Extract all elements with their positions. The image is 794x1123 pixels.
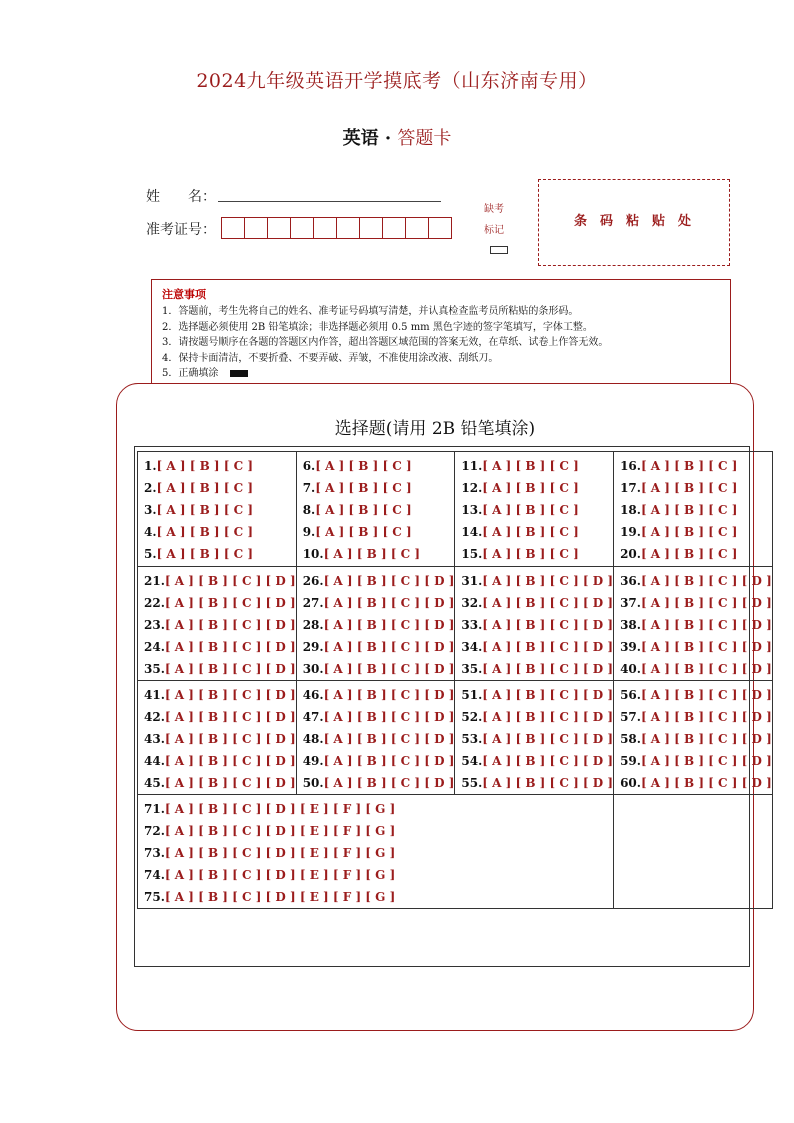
exam-id-digit-box[interactable] <box>267 217 291 239</box>
answer-block <box>138 681 297 795</box>
question-row[interactable] <box>303 521 455 543</box>
answer-options[interactable]: [ A ] [ B ] [ C ] <box>156 547 254 561</box>
question-number: 14. <box>461 525 483 539</box>
question-row[interactable] <box>144 706 296 728</box>
question-number: 32. <box>461 596 483 610</box>
question-number: 34. <box>461 640 483 654</box>
notes-item-text: 5．正确填涂 <box>162 368 219 379</box>
exam-id-digit-box[interactable] <box>313 217 337 239</box>
question-number: 12. <box>461 481 483 495</box>
question-number: 75. <box>144 890 165 904</box>
question-number: 59. <box>620 754 641 768</box>
answer-options[interactable]: [ A ] [ B ] [ C ] [ D ] <box>164 640 296 654</box>
answer-block-row <box>138 681 773 795</box>
question-number: 28. <box>302 618 324 632</box>
question-number: 9. <box>302 525 316 539</box>
question-row[interactable] <box>461 684 613 706</box>
answer-options[interactable]: [ A ] [ B ] [ C ] [ D ] <box>323 688 455 702</box>
question-number: 55. <box>461 776 483 790</box>
card-subtitle <box>0 124 794 150</box>
answer-options[interactable]: [ A ] [ B ] [ C ] [ D ] <box>323 596 455 610</box>
answer-options[interactable]: [ A ] [ B ] [ C ] <box>482 547 579 561</box>
question-row[interactable] <box>461 521 613 543</box>
question-row[interactable] <box>144 543 296 565</box>
question-row[interactable] <box>303 592 455 614</box>
exam-id-label: 准考证号： <box>146 222 216 238</box>
exam-id-boxes[interactable] <box>221 217 451 239</box>
answer-options[interactable]: [ A ] [ B ] [ C ] [ D ] <box>640 776 772 790</box>
answer-options[interactable]: [ A ] [ B ] [ C ] <box>640 525 738 539</box>
answer-options[interactable]: [ A ] [ B ] [ C ] [ D ] <box>640 596 772 610</box>
answer-block <box>296 567 455 681</box>
question-row[interactable] <box>303 706 455 728</box>
question-row[interactable] <box>303 499 455 521</box>
question-number: 53. <box>461 732 483 746</box>
notes-item: 3．请按题号顺序在各题的答题区内作答，超出答题区域范围的答案无效，在草纸、试卷上作答无效。 <box>162 337 609 348</box>
question-number: 42. <box>144 710 165 724</box>
answer-options[interactable]: [ A ] [ B ] [ C ] [ D ] <box>323 754 455 768</box>
answer-options[interactable]: [ A ] [ B ] [ C ] [ D ] <box>164 662 296 676</box>
answer-options[interactable]: [ A ] [ B ] [ C ] <box>482 525 579 539</box>
answer-options[interactable]: [ A ] [ B ] [ C ] [ D ] <box>640 754 772 768</box>
question-row[interactable] <box>461 728 613 750</box>
question-row[interactable] <box>144 820 613 842</box>
answer-options[interactable]: [ A ] [ B ] [ C ] [ D ] <box>164 618 296 632</box>
question-number: 43. <box>144 732 165 746</box>
answer-options[interactable]: [ A ] [ B ] [ C ] <box>482 459 579 473</box>
question-row[interactable] <box>620 750 772 772</box>
exam-id-digit-box[interactable] <box>359 217 383 239</box>
answer-options[interactable]: [ A ] [ B ] [ C ] [ D ] [ E ] [ F ] [ G ] <box>164 802 396 816</box>
answer-block <box>614 452 773 567</box>
question-row[interactable] <box>461 592 613 614</box>
answer-options[interactable]: [ A ] [ B ] [ C ] [ D ] [ E ] [ F ] [ G ] <box>164 868 396 882</box>
question-row[interactable] <box>303 477 455 499</box>
absent-mark-box[interactable] <box>490 246 508 254</box>
question-row[interactable] <box>461 455 613 477</box>
question-number: 8. <box>302 503 316 517</box>
notes-heading: 注意事项 <box>162 288 206 301</box>
question-number: 49. <box>302 754 324 768</box>
question-number: 22. <box>144 596 165 610</box>
question-row[interactable] <box>620 684 772 706</box>
answer-options[interactable]: [ A ] [ B ] [ C ] [ D ] <box>482 776 614 790</box>
question-row[interactable] <box>620 477 772 499</box>
question-number: 13. <box>461 503 483 517</box>
answer-options[interactable]: [ A ] [ B ] [ C ] <box>640 459 738 473</box>
page-title: 2024九年级英语开学摸底考（山东济南专用） <box>196 70 598 92</box>
answer-options[interactable]: [ A ] [ B ] [ C ] [ D ] <box>323 574 455 588</box>
subject-label: 英语 <box>342 128 379 149</box>
question-row[interactable] <box>620 521 772 543</box>
exam-id-digit-box[interactable] <box>382 217 406 239</box>
answer-options[interactable]: [ A ] [ B ] [ C ] [ D ] [ E ] [ F ] [ G ] <box>164 890 396 904</box>
subtitle-separator: · <box>378 128 398 149</box>
exam-id-digit-box[interactable] <box>221 217 245 239</box>
answer-block <box>138 452 297 567</box>
answer-options[interactable]: [ A ] [ B ] [ C ] [ D ] <box>640 732 772 746</box>
answer-options[interactable]: [ A ] [ B ] [ C ] [ D ] <box>164 754 296 768</box>
question-row[interactable] <box>303 684 455 706</box>
question-number: 56. <box>620 688 641 702</box>
question-number: 35. <box>144 662 165 676</box>
question-row[interactable] <box>620 592 772 614</box>
answer-block-row <box>138 567 773 681</box>
question-number: 45. <box>144 776 165 790</box>
question-number: 29. <box>302 640 324 654</box>
question-row[interactable] <box>461 570 613 592</box>
question-number: 6. <box>302 459 316 473</box>
answer-options[interactable]: [ A ] [ B ] [ C ] [ D ] <box>164 710 296 724</box>
question-row[interactable] <box>144 499 296 521</box>
question-row[interactable] <box>461 750 613 772</box>
question-row[interactable] <box>620 772 772 794</box>
answer-options[interactable]: [ A ] [ B ] [ C ] [ D ] <box>164 732 296 746</box>
exam-id-digit-box[interactable] <box>336 217 360 239</box>
question-number: 57. <box>620 710 641 724</box>
question-row[interactable] <box>620 570 772 592</box>
answer-block <box>455 681 614 795</box>
answer-options[interactable]: [ A ] [ B ] [ C ] [ D ] <box>482 732 614 746</box>
question-row[interactable] <box>620 636 772 658</box>
question-number: 27. <box>302 596 324 610</box>
answer-block <box>614 567 773 681</box>
question-row[interactable] <box>620 728 772 750</box>
question-number: 72. <box>144 824 165 838</box>
question-row[interactable] <box>303 658 455 680</box>
question-row[interactable] <box>303 455 455 477</box>
question-row[interactable] <box>620 499 772 521</box>
notes-item: 2．选择题必须使用 2B 铅笔填涂；非选择题必须用 0.5 mm 黑色字迹的签字笔填写，字体工整。 <box>162 321 593 333</box>
question-number: 35. <box>461 662 483 676</box>
question-row[interactable] <box>144 750 296 772</box>
question-number: 4. <box>144 525 157 539</box>
answer-options[interactable]: [ A ] [ B ] [ C ] <box>482 481 579 495</box>
question-number: 20. <box>620 547 641 561</box>
question-row[interactable] <box>303 772 455 794</box>
question-row[interactable] <box>461 772 613 794</box>
answer-options[interactable]: [ A ] [ B ] [ C ] [ D ] <box>323 776 455 790</box>
answer-options[interactable]: [ A ] [ B ] [ C ] <box>640 481 738 495</box>
question-row[interactable] <box>461 636 613 658</box>
question-row[interactable] <box>144 684 296 706</box>
question-number: 40. <box>620 662 641 676</box>
question-row[interactable] <box>144 864 613 886</box>
question-row[interactable] <box>620 658 772 680</box>
answer-options[interactable]: [ A ] [ B ] [ C ] [ D ] <box>323 732 455 746</box>
answer-options[interactable]: [ A ] [ B ] [ C ] [ D ] <box>640 662 772 676</box>
question-number: 1. <box>144 459 157 473</box>
name-label: 姓 名： <box>146 189 216 205</box>
question-row[interactable] <box>303 614 455 636</box>
question-row[interactable] <box>144 614 296 636</box>
answer-options[interactable]: [ A ] [ B ] [ C ] <box>315 481 412 495</box>
question-number: 74. <box>144 868 165 882</box>
question-number: 26. <box>302 574 324 588</box>
question-row[interactable] <box>620 543 772 565</box>
answer-options[interactable]: [ A ] [ B ] [ C ] <box>323 547 421 561</box>
answer-options[interactable]: [ A ] [ B ] [ C ] [ D ] <box>640 618 772 632</box>
answer-options[interactable]: [ A ] [ B ] [ C ] [ D ] <box>482 754 614 768</box>
question-row[interactable] <box>144 728 296 750</box>
barcode-label: 条码粘贴处 <box>573 214 704 229</box>
answer-block-empty <box>614 795 773 909</box>
answer-block <box>138 567 297 681</box>
answer-options[interactable]: [ A ] [ B ] [ C ] [ D ] <box>323 618 455 632</box>
question-number: 36. <box>620 574 641 588</box>
question-row[interactable] <box>144 570 296 592</box>
question-row[interactable] <box>303 728 455 750</box>
answer-options[interactable]: [ A ] [ B ] [ C ] [ D ] <box>482 574 614 588</box>
answer-options[interactable]: [ A ] [ B ] [ C ] <box>156 503 254 517</box>
question-row[interactable] <box>144 842 613 864</box>
answer-options[interactable]: [ A ] [ B ] [ C ] <box>156 481 254 495</box>
notes-panel <box>151 279 731 386</box>
answer-options[interactable]: [ A ] [ B ] [ C ] [ D ] <box>164 596 296 610</box>
question-number: 18. <box>620 503 641 517</box>
question-row[interactable] <box>461 477 613 499</box>
question-number: 24. <box>144 640 165 654</box>
question-number: 58. <box>620 732 641 746</box>
question-row[interactable] <box>144 592 296 614</box>
question-row[interactable] <box>144 798 613 820</box>
question-row[interactable] <box>620 706 772 728</box>
question-number: 16. <box>620 459 641 473</box>
exam-id-digit-box[interactable] <box>405 217 429 239</box>
answer-options[interactable]: [ A ] [ B ] [ C ] <box>315 525 412 539</box>
question-number: 15. <box>461 547 483 561</box>
question-number: 51. <box>461 688 483 702</box>
question-row[interactable] <box>620 614 772 636</box>
question-number: 21. <box>144 574 165 588</box>
exam-id-digit-box[interactable] <box>428 217 452 239</box>
question-number: 37. <box>620 596 641 610</box>
answer-options[interactable]: [ A ] [ B ] [ C ] [ D ] <box>482 618 614 632</box>
question-row[interactable] <box>461 499 613 521</box>
question-number: 31. <box>461 574 483 588</box>
absent-label-line1: 缺考 <box>484 204 504 215</box>
answer-options[interactable]: [ A ] [ B ] [ C ] [ D ] <box>323 640 455 654</box>
answer-block <box>614 681 773 795</box>
question-row[interactable] <box>461 614 613 636</box>
answer-options[interactable]: [ A ] [ B ] [ C ] [ D ] <box>482 688 614 702</box>
question-row[interactable] <box>144 477 296 499</box>
question-number: 33. <box>461 618 483 632</box>
answer-options[interactable]: [ A ] [ B ] [ C ] <box>156 459 254 473</box>
answer-options[interactable]: [ A ] [ B ] [ C ] [ D ] <box>640 710 772 724</box>
question-number: 54. <box>461 754 483 768</box>
question-number: 5. <box>144 547 157 561</box>
question-row[interactable] <box>144 521 296 543</box>
question-number: 46. <box>302 688 324 702</box>
question-row[interactable] <box>303 570 455 592</box>
question-row[interactable] <box>144 886 613 908</box>
answer-grid <box>137 451 773 909</box>
notes-item-correct-fill <box>162 366 720 382</box>
answer-options[interactable]: [ A ] [ B ] [ C ] [ D ] <box>323 662 455 676</box>
answer-block-row <box>138 452 773 567</box>
answer-options[interactable]: [ A ] [ B ] [ C ] [ D ] <box>164 574 296 588</box>
exam-id-digit-box[interactable] <box>290 217 314 239</box>
question-number: 2. <box>144 481 157 495</box>
question-row[interactable] <box>303 636 455 658</box>
question-row[interactable] <box>144 772 296 794</box>
answer-options[interactable]: [ A ] [ B ] [ C ] [ D ] <box>640 574 772 588</box>
question-row[interactable] <box>461 658 613 680</box>
question-number: 60. <box>620 776 641 790</box>
answer-options[interactable]: [ A ] [ B ] [ C ] <box>640 547 738 561</box>
question-number: 44. <box>144 754 165 768</box>
question-number: 7. <box>302 481 316 495</box>
answer-block-row <box>138 795 773 909</box>
question-number: 47. <box>302 710 324 724</box>
answer-block <box>296 681 455 795</box>
question-number: 19. <box>620 525 641 539</box>
question-row[interactable] <box>144 455 296 477</box>
answer-options[interactable]: [ A ] [ B ] [ C ] [ D ] <box>482 662 614 676</box>
name-field[interactable] <box>218 201 441 202</box>
question-number: 41. <box>144 688 165 702</box>
answer-options[interactable]: [ A ] [ B ] [ C ] [ D ] [ E ] [ F ] [ G ] <box>164 824 396 838</box>
answer-options[interactable]: [ A ] [ B ] [ C ] <box>315 503 412 517</box>
answer-options[interactable]: [ A ] [ B ] [ C ] <box>640 503 738 517</box>
answer-block <box>138 795 614 909</box>
question-row[interactable] <box>461 543 613 565</box>
filled-bubble-sample <box>230 370 248 377</box>
question-row[interactable] <box>620 455 772 477</box>
question-number: 30. <box>302 662 324 676</box>
answer-options[interactable]: [ A ] [ B ] [ C ] [ D ] <box>640 688 772 702</box>
question-row[interactable] <box>144 658 296 680</box>
barcode-area <box>538 179 730 266</box>
question-number: 71. <box>144 802 165 816</box>
question-row[interactable] <box>303 543 455 565</box>
answer-options[interactable]: [ A ] [ B ] [ C ] [ D ] <box>482 596 614 610</box>
exam-id-digit-box[interactable] <box>244 217 268 239</box>
answer-options[interactable]: [ A ] [ B ] [ C ] <box>315 459 412 473</box>
question-number: 73. <box>144 846 165 860</box>
notes-item: 4．保持卡面清洁，不要折叠、不要弄破、弄皱，不准使用涂改液、刮纸刀。 <box>162 352 499 364</box>
absent-label-line2: 标记 <box>484 225 504 236</box>
answer-options[interactable]: [ A ] [ B ] [ C ] [ D ] <box>164 688 296 702</box>
answer-options[interactable]: [ A ] [ B ] [ C ] [ D ] <box>323 710 455 724</box>
question-row[interactable] <box>461 706 613 728</box>
question-row[interactable] <box>144 636 296 658</box>
answer-block <box>296 452 455 567</box>
answer-options[interactable]: [ A ] [ B ] [ C ] [ D ] <box>482 710 614 724</box>
question-number: 23. <box>144 618 165 632</box>
notes-item: 1．答题前，考生先将自己的姓名、准考证号码填写清楚，并认真检查监考员所粘贴的条形码。 <box>162 306 579 317</box>
question-number: 39. <box>620 640 641 654</box>
question-number: 50. <box>302 776 324 790</box>
question-number: 11. <box>461 459 483 473</box>
answer-options[interactable]: [ A ] [ B ] [ C ] [ D ] <box>482 640 614 654</box>
answer-options[interactable]: [ A ] [ B ] [ C ] [ D ] [ E ] [ F ] [ G ] <box>164 846 396 860</box>
answer-options[interactable]: [ A ] [ B ] [ C ] <box>156 525 254 539</box>
question-number: 10. <box>302 547 324 561</box>
question-number: 48. <box>302 732 324 746</box>
section-title: 选择题(请用 2B 铅笔填涂) <box>334 419 536 439</box>
question-number: 52. <box>461 710 483 724</box>
answer-block <box>455 567 614 681</box>
question-number: 17. <box>620 481 641 495</box>
question-number: 3. <box>144 503 157 517</box>
answer-options[interactable]: [ A ] [ B ] [ C ] [ D ] <box>640 640 772 654</box>
answer-block <box>455 452 614 567</box>
answer-options[interactable]: [ A ] [ B ] [ C ] <box>482 503 579 517</box>
answer-card-label: 答题卡 <box>397 128 452 149</box>
question-number: 38. <box>620 618 641 632</box>
question-row[interactable] <box>303 750 455 772</box>
answer-options[interactable]: [ A ] [ B ] [ C ] [ D ] <box>164 776 296 790</box>
